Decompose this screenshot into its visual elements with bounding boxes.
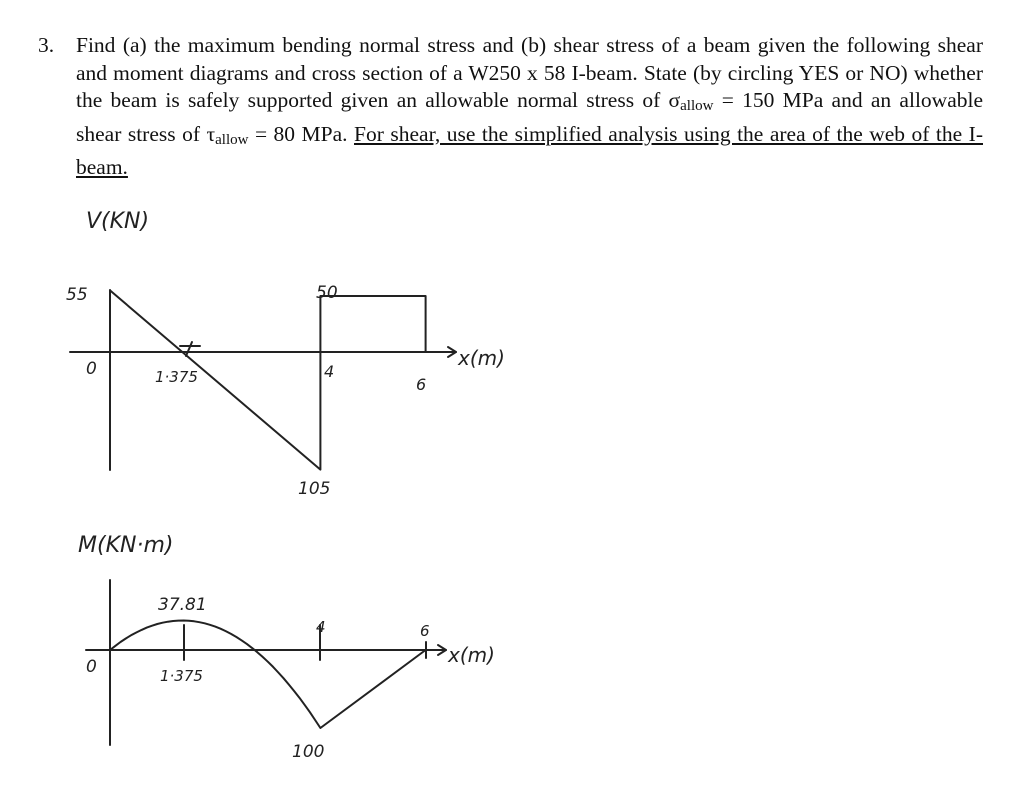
moment-label-peak: 37.81 (158, 595, 207, 615)
problem-number: 3. (38, 33, 55, 57)
shear-x-label: x(m) (458, 346, 505, 370)
moment-label-100: 100 (292, 742, 325, 762)
moment-x-label: x(m) (448, 643, 495, 667)
moment-curve (110, 621, 426, 729)
tau-subscript: allow (215, 131, 249, 148)
moment-label-6: 6 (420, 622, 430, 640)
moment-label-1375: 1·375 (160, 667, 203, 685)
shear-label-55: 55 (66, 285, 88, 305)
shear-label-105: 105 (298, 479, 331, 499)
moment-axis-label: M(KN·m) (78, 533, 174, 558)
problem-text-b: = 150 MPa and an allowable shear stress of τ (76, 88, 983, 146)
shear-axis-label: V(KN) (86, 209, 150, 234)
underlined-instruction: For shear, use the simplified analysis using the area of the web of the I-beam. (76, 121, 983, 180)
shear-label-1375: 1·375 (155, 368, 198, 386)
shear-label-6: 6 (416, 375, 427, 394)
shear-label-origin: 0 (86, 359, 97, 379)
shear-label-4: 4 (324, 362, 335, 381)
moment-diagram (78, 533, 495, 762)
problem-text-c: = 80 MPa. (248, 121, 355, 146)
moment-label-origin: 0 (86, 657, 97, 677)
shear-label-50: 50 (316, 283, 338, 303)
moment-label-4: 4 (316, 618, 326, 636)
problem-text-a: Find (a) the maximum bending normal stress and (b) shear stress of a beam given the following shear and moment diagrams and cross section of a W250 x 58 I-beam. State (by circling YES or NO) whether the beam is safely supported given an allowable normal stress of σ (76, 33, 983, 113)
sigma-subscript: allow (680, 98, 714, 115)
shear-diagram (66, 209, 505, 499)
